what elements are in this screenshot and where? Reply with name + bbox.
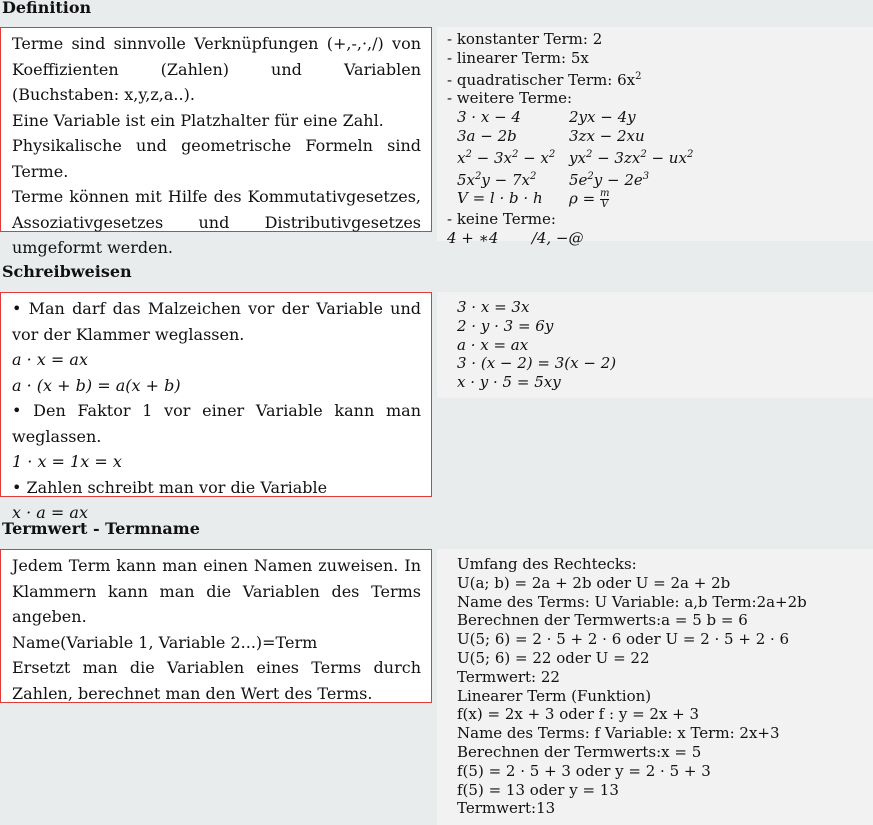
schreibweisen-examples [437, 292, 873, 398]
example-weitere: - weitere Terme: [447, 89, 573, 108]
termwert-text-3: Ersetzt man die Variablen eines Terms durch Zahlen, berechnet man den Wert des Terms. [12, 658, 421, 703]
definition-text-4: Terme können mit Hilfe des Kommutativgesetzes, Assoziativgesetzes und Distributivgesetzes umgeformt werden. [12, 187, 421, 257]
termwert-box [0, 549, 432, 703]
schreib-example-4: 3 · (x − 2) = 3(x − 2) [457, 354, 617, 373]
example-linear: - linearer Term: 5x [447, 48, 589, 67]
section-title-termwert: Termwert - Termname [2, 519, 200, 538]
termwert-text-2: Name(Variable 1, Variable 2...)=Term [12, 632, 318, 652]
termwert-text-1: Jedem Term kann man einen Namen zuweisen. In Klammern kann man die Variablen des Terms angeben. [12, 556, 421, 626]
schreib-line-4: • Den Faktor 1 vor einer Variable kann man weglassen. [12, 401, 421, 446]
termwert-example-8: Linearer Term (Funktion) [457, 686, 652, 705]
termwert-example-10: Name des Terms: f Variable: x Term: 2x+3 [457, 724, 780, 743]
schreib-line-2: a · x = ax [12, 350, 88, 369]
schreib-line-1: • Man darf das Malzeichen vor der Variable und vor der Klammer weglassen. [12, 299, 421, 344]
schreib-line-7: x · a = ax [12, 503, 88, 522]
schreib-line-3: a · (x + b) = a(x + b) [12, 375, 181, 395]
section-title-schreibweisen: Schreibweisen [2, 262, 132, 281]
termwert-example-14: Termwert:13 [457, 799, 556, 818]
termwert-example-11: Berechnen der Termwerts:x = 5 [457, 742, 702, 761]
definition-examples [437, 27, 873, 248]
example-keine: - keine Terme: [447, 210, 556, 229]
schreib-line-6: • Zahlen schreibt man vor die Variable [12, 477, 328, 497]
termwert-example-5: U(5; 6) = 2 · 5 + 2 · 6 oder U = 2 · 5 + 2 · 6 [457, 630, 790, 649]
definition-box [0, 27, 432, 257]
termwert-example-9: f(x) = 2x + 3 oder f : y = 2x + 3 [457, 705, 700, 724]
termwert-example-13: f(5) = 13 oder y = 13 [457, 780, 619, 799]
schreib-line-5: 1 · x = 1x = x [12, 452, 122, 471]
schreib-example-1: 3 · x = 3x [457, 298, 530, 316]
example-quadratisch: - quadratischer Term: $6x^2$ [447, 70, 642, 89]
termwert-example-6: U(5; 6) = 22 oder U = 22 [457, 648, 650, 667]
example-grid: 3 · x − 4 2yx − 4y 3a − 2b 3zx − 2xu $x^2 - 3x^2 - x^2$ $yx^2 - 3zx^2 - ux^2$ $5x^2y - 7x^2$ $5e^2y - 2e^3$ V = l · b · h ρ = $\frac{m}{V}$ [457, 108, 694, 211]
schreib-example-2: 2 · y · 3 = 6y [457, 316, 554, 335]
definition-text-3: Physikalische und geometrische Formeln sind Terme. [12, 136, 421, 181]
termwert-example-7: Termwert: 22 [457, 667, 560, 686]
schreib-example-5: x · y · 5 = 5xy [457, 373, 561, 392]
section-title-definition: Definition [2, 0, 92, 17]
termwert-example-2: U(a; b) = 2a + 2b oder U = 2a + 2b [457, 573, 731, 592]
schreibweisen-box [0, 292, 432, 522]
termwert-examples [437, 549, 873, 825]
schreib-example-3: a · x = ax [457, 335, 529, 354]
termwert-example-12: f(5) = 2 · 5 + 3 oder y = 2 · 5 + 3 [457, 761, 711, 780]
example-konstant: - konstanter Term: 2 [447, 30, 603, 48]
definition-text-1: Terme sind sinnvolle Verknüpfungen (+,-,·,/) von Koeffizienten (Zahlen) und Variablen (Buchstaben: x,y,z,a..). [12, 34, 421, 104]
termwert-example-4: Berechnen der Termwerts:a = 5 b = 6 [457, 611, 748, 630]
termwert-example-3: Name des Terms: U Variable: a,b Term:2a+2b [457, 592, 807, 611]
termwert-example-1: Umfang des Rechtecks: [457, 555, 637, 573]
definition-text-2: Eine Variable ist ein Platzhalter für eine Zahl. [12, 110, 384, 130]
example-keine-terms: 4 + ∗4 /4, −@ [447, 229, 584, 248]
